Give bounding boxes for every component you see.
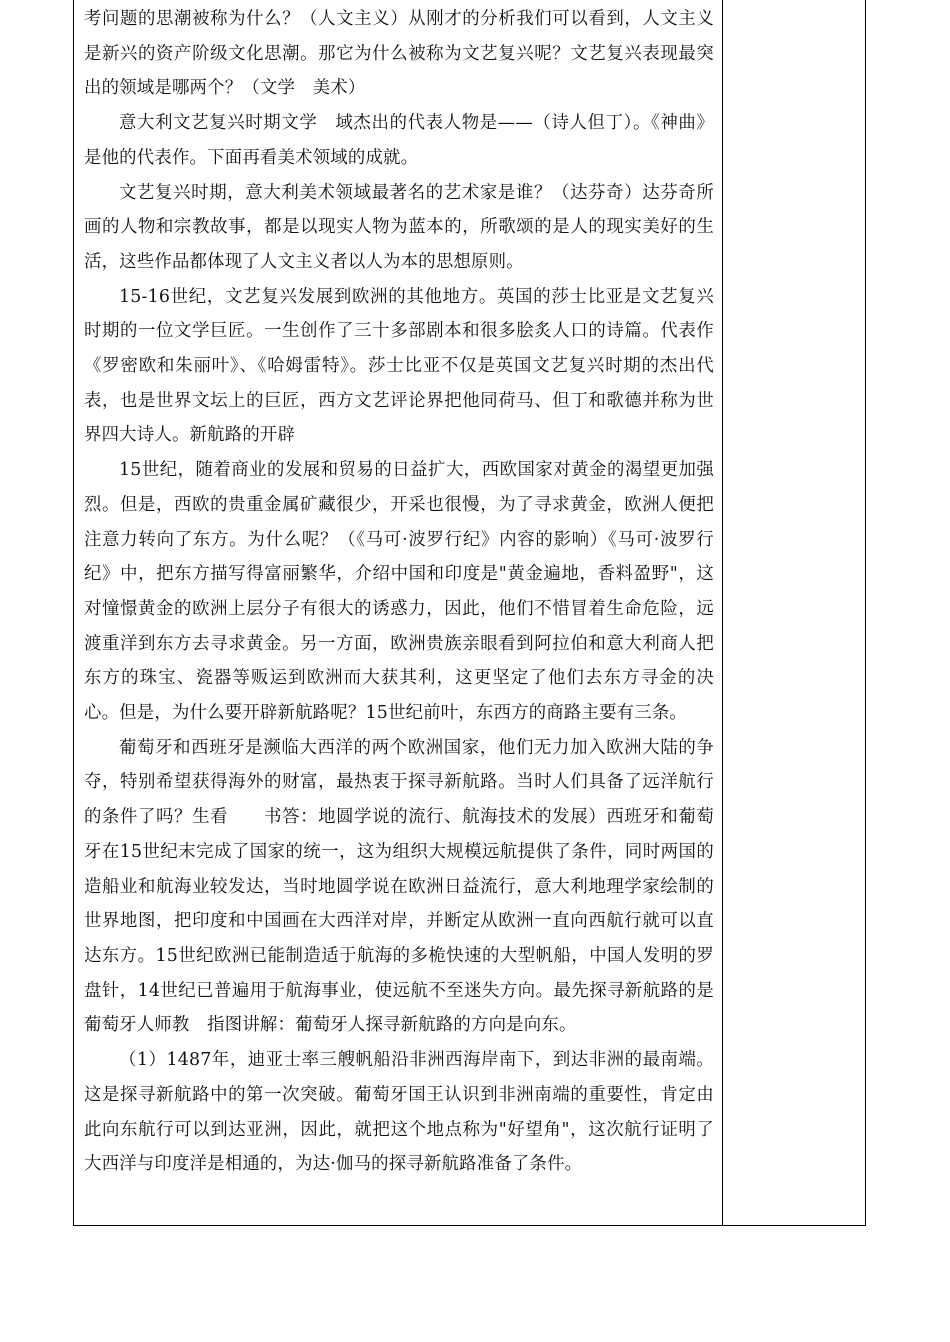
paragraph-dias-voyage: （1）1487年，迪亚士率三艘帆船沿非洲西海岸南下，到达非洲的最南端。这是探寻新航路中的第一次突破。葡萄牙国王认识到非洲南端的重要性，肯定由此向东航行可以到达亚洲，因此，就把这个地点称为"好望角"，这次航行证明了大西洋与印度洋是相通的，为达·伽马的探寻新航路准备了条件。: [84, 1050, 714, 1175]
paragraph-portugal-spain: 葡萄牙和西班牙是濒临大西洋的两个欧洲国家，他们无力加入欧洲大陆的争夺，特别希望获得海外的财富，最热衷于探寻新航路。当时人们具备了远洋航行的条件了吗？生看 书答：地圆学说的流行、航海技术的发展）西班牙和葡萄牙在15世纪末完成了国家的统一，这为组织大规模远航提供了条件，同时两国的造船业和航海业较发达，当时地圆学说在欧洲日益流行，意大利地理学家绘制的世界地图，把印度和中国画在大西洋对岸，并断定从欧洲一直向西航行就可以直达东方。15世纪欧洲已能制造适于航海的多桅快速的大型帆船，中国人发明的罗盘针，14世纪已普遍用于航海事业，使远航不至迷失方向。最先探寻新航路的是葡萄牙人师教 指图讲解：葡萄牙人探寻新航路的方向是向东。: [84, 737, 714, 1036]
paragraph-dante: 意大利文艺复兴时期文学 域杰出的代表人物是——（诗人但丁）。《神曲》是他的代表作。下面再看美术领域的成就。: [84, 113, 714, 168]
paragraph-gold-east: 15世纪，随着商业的发展和贸易的日益扩大，西欧国家对黄金的渴望更加强烈。但是，西欧的贵重金属矿藏很少，开采也很慢，为了寻求黄金，欧洲人便把注意力转向了东方。为什么呢？（《马可·波罗行纪》内容的影响）《马可·波罗行纪》中，把东方描写得富丽繁华，介绍中国和印度是"黄金遍地，香料盈野"，这对憧憬黄金的欧洲上层分子有很大的诱惑力，因此，他们不惜冒着生命危险，远渡重洋到东方去寻求黄金。另一方面，欧洲贵族亲眼看到阿拉伯和意大利商人把东方的珠宝、瓷器等贩运到欧洲而大获其利，这更坚定了他们去东方寻金的决心。但是，为什么要开辟新航路呢？15世纪前叶，东西方的商路主要有三条。: [84, 460, 714, 724]
lesson-table: [73, 0, 866, 1226]
notes-cell: [723, 0, 865, 1225]
paragraph-humanism: 考问题的思潮被称为什么？（人文主义）从刚才的分析我们可以看到，人文主义是新兴的资产阶级文化思潮。那它为什么被称为文艺复兴呢？文艺复兴表现最突出的领域是哪两个？（文学 美术）: [84, 9, 714, 99]
lesson-content-cell: [84, 2, 714, 1182]
paragraph-shakespeare: 15-16世纪，文艺复兴发展到欧洲的其他地方。英国的莎士比亚是文艺复兴时期的一位文学巨匠。一生创作了三十多部剧本和很多脍炙人口的诗篇。代表作《罗密欧和朱丽叶》、《哈姆雷特》。莎士比亚不仅是英国文艺复兴时期的杰出代表，也是世界文坛上的巨匠，西方文艺评论界把他同荷马、但丁和歌德并称为世界四大诗人。新航路的开辟: [84, 286, 714, 446]
paragraph-da-vinci: 文艺复兴时期，意大利美术领域最著名的艺术家是谁？（达芬奇）达芬奇所画的人物和宗教故事，都是以现实人物为蓝本的，所歌颂的是人的现实美好的生活，这些作品都体现了人文主义者以人为本的思想原则。: [84, 182, 714, 272]
